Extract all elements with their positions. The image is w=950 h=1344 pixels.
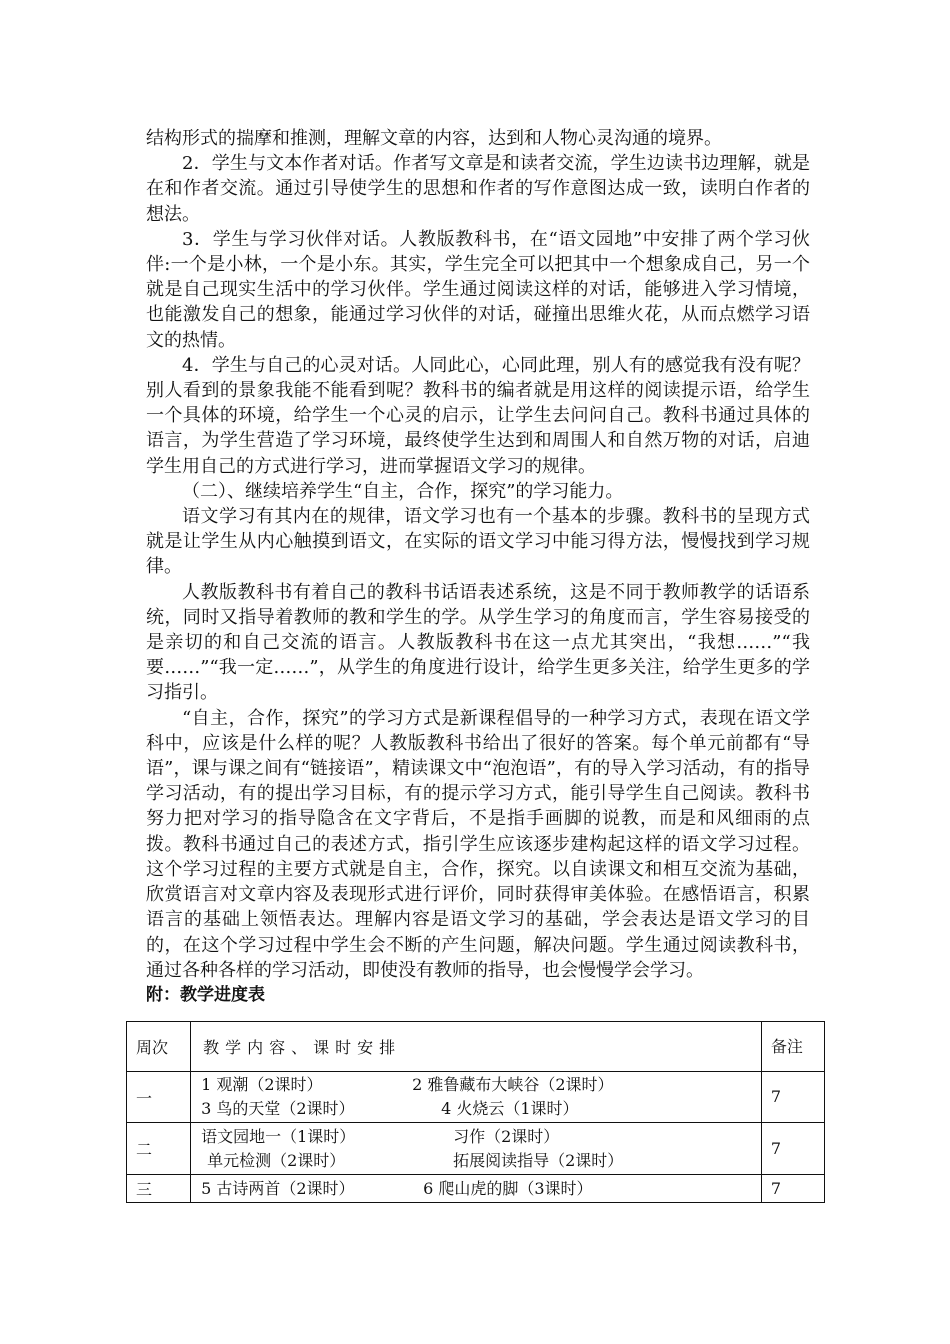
note-cell: 7 [761,1175,824,1203]
section-heading-ability: （二）、继续培养学生“自主，合作，探究”的学习能力。 [182,480,624,502]
paragraph-self-dialogue: 4．学生与自己的心灵对话。人同此心，心同此理，别人有的感觉我有没有呢？别人看到的景象我能不能看到呢？教科书的编者就是用这样的阅读提示语，给学生一个具体的环境，给学生一个心灵的启示，让学生去问问自己。教科书通过具体的语言，为学生营造了学习环境，最终使学生达到和周围人和自然万物的对话，启迪学生用自己的方式进行学习，进而掌握语文学习的规律。 [146,354,810,477]
document-body [146,126,810,1008]
paragraph-author-dialogue: 2．学生与文本作者对话。作者写文章是和读者交流，学生边读书边理解，就是在和作者交流。通过引导使学生的思想和作者的写作意图达成一致，读明白作者的想法。 [146,153,810,225]
paragraph-textbook-language: 人教版教科书有着自己的教科书话语表述系统，这是不同于教师教学的话语系统，同时又指导着教师的教和学生的学。从学生学习的角度而言，学生容易接受的是亲切的和自己交流的语言。人教版教科书在这一点尤其突出，“我想……”“我要……”“我一定……”，从学生的角度进行设计，给学生更多关注，给学生更多的学习指引。 [146,581,810,704]
table-row [127,1175,825,1203]
table-row [127,1072,825,1123]
header-note: 备注 [761,1022,824,1072]
content-cell [191,1072,762,1123]
week-cell: 三 [127,1175,191,1203]
table-header-row [127,1022,825,1072]
content-cell [191,1123,762,1175]
note-cell: 7 [761,1072,824,1123]
lesson-item: 1 观潮（2课时） [201,1075,323,1094]
lesson-item: 语文园地一（1课时） [201,1126,356,1146]
lesson-item: 2 雅鲁藏布大峡谷（2课时） [412,1075,614,1094]
lesson-item: 5 古诗两首（2课时） [201,1178,355,1198]
lesson-item: 习作（2课时） [453,1126,560,1146]
schedule-table [126,1021,825,1203]
lesson-item: 6 爬山虎的脚（3课时） [423,1178,593,1198]
appendix-title: 附：教学进度表 [146,984,265,1005]
paragraph-learning-method: “自主，合作，探究”的学习方式是新课程倡导的一种学习方式，表现在语文学科中，应该是什么样的呢？人教版教科书给出了很好的答案。每个单元前都有“导语”，课与课之间有“链接语”，精读课文中“泡泡语”，有的导入学习活动，有的指导学习活动，有的提出学习目标，有的提示学习方式，能引导学生自己阅读。教科书努力把对学习的指导隐含在文字背后，不是指手画脚的说教，而是和风细雨的点拨。教科书通过自己的表述方式，指引学生应该逐步建构起这样的语文学习过程。这个学习过程的主要方式就是自主，合作，探究。以自读课文和相互交流为基础，欣赏语言对文章内容及表现形式进行评价，同时获得审美体验。在感悟语言，积累语言的基础上领悟表达。理解内容是语文学习的基础，学会表达是语文学习的目的，在这个学习过程中学生会不断的产生问题，解决问题。学生通过阅读教科书，通过各种各样的学习活动，即使没有教师的指导，也会慢慢学会学习。 [146,707,810,981]
content-cell [191,1175,762,1203]
paragraph-continuation: 结构形式的揣摩和推测，理解文章的内容，达到和人物心灵沟通的境界。 [146,128,722,149]
paragraph-learning-rules: 语文学习有其内在的规律，语文学习也有一个基本的步骤。教科书的呈现方式就是让学生从内心触摸到语文，在实际的语文学习中能习得方法，慢慢找到学习规律。 [146,506,810,578]
lesson-item: 拓展阅读指导（2课时） [453,1150,624,1170]
header-content: 教学内容、课时安排 [191,1022,762,1072]
lesson-item: 4 火烧云（1课时） [441,1099,579,1118]
note-cell: 7 [761,1123,824,1175]
week-cell: 二 [127,1123,191,1175]
week-cell: 一 [127,1072,191,1123]
header-week: 周次 [127,1022,191,1072]
table-row [127,1123,825,1175]
paragraph-peer-dialogue: 3．学生与学习伙伴对话。人教版教科书，在“语文园地”中安排了两个学习伙伴:一个是小林，一个是小东。其实，学生完全可以把其中一个想象成自己，另一个就是自己现实生活中的学习伙伴。学生通过阅读这样的对话，能够进入学习情境，也能激发自己的想象，能通过学习伙伴的对话，碰撞出思维火花，从而点燃学习语文的热情。 [146,228,810,351]
lesson-item: 单元检测（2课时） [207,1150,346,1170]
lesson-item: 3 鸟的天堂（2课时） [201,1099,355,1118]
